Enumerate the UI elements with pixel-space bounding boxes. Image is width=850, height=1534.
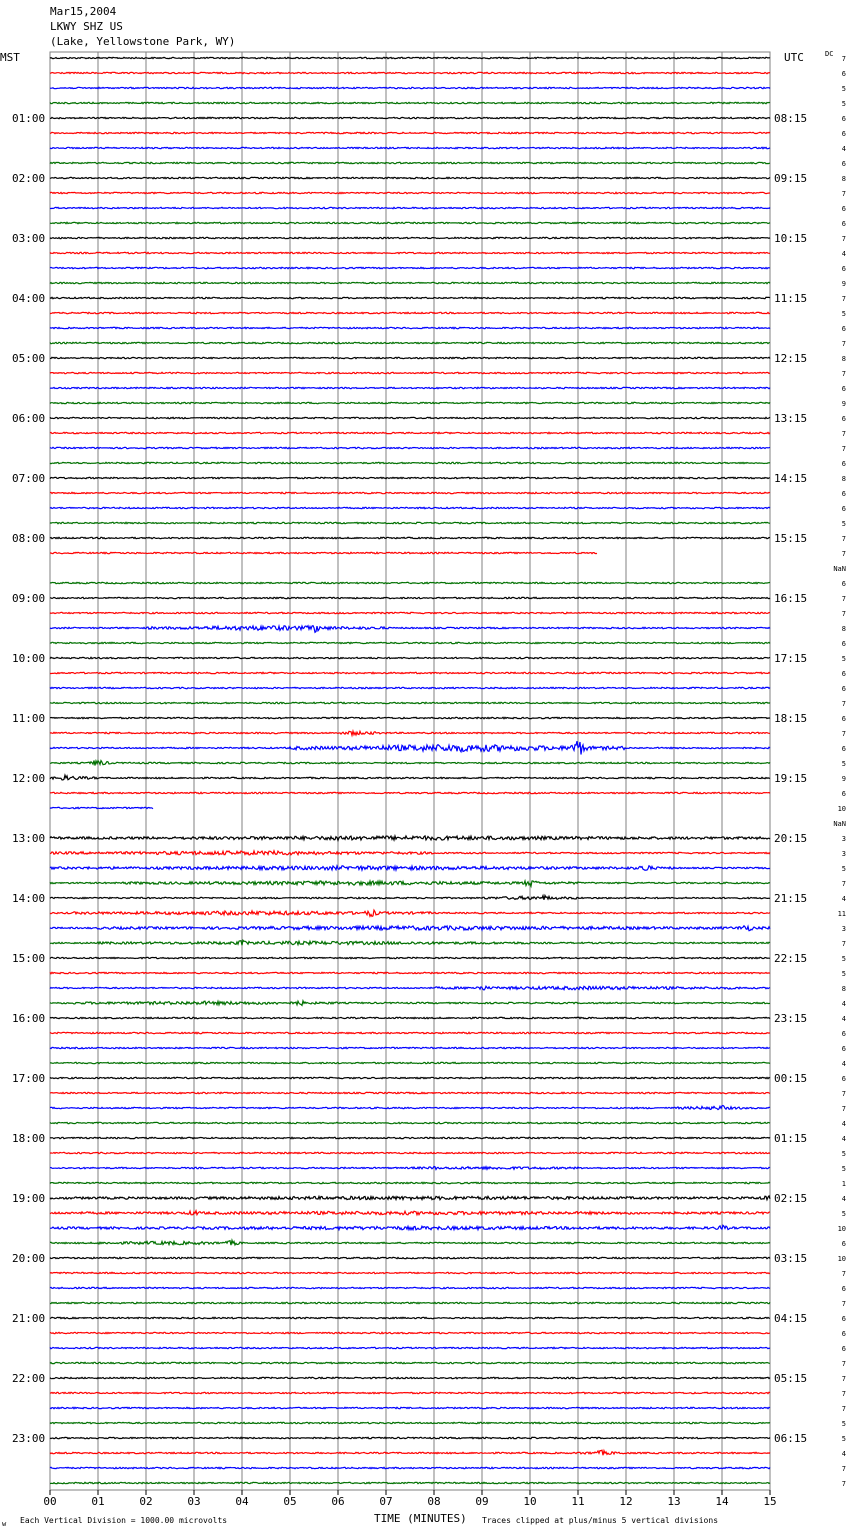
trace-scale-value: 4	[841, 895, 846, 903]
trace-line	[50, 312, 770, 313]
trace-scale-value: 4	[841, 1450, 846, 1458]
trace-scale-value: 7	[841, 1465, 846, 1473]
trace-line	[50, 896, 770, 900]
division-note: Each Vertical Division = 1000.00 microvolts	[20, 1516, 228, 1525]
trace-scale-value: 8	[841, 175, 846, 183]
trace-scale-value: 7	[841, 55, 846, 63]
trace-line	[50, 1047, 770, 1048]
x-tick-label: 07	[379, 1495, 393, 1508]
trace-scale-value: 7	[841, 190, 846, 198]
trace-scale-value: 5	[841, 1420, 846, 1428]
trace-scale-value: 5	[841, 1165, 846, 1173]
trace-scale-value: 6	[841, 115, 846, 123]
x-tick-label: 13	[667, 1495, 681, 1508]
trace-line	[50, 1302, 770, 1303]
trace-line	[50, 761, 770, 766]
mst-hour-label: 10:00	[12, 652, 46, 665]
trace-scale-value: 10	[837, 1255, 846, 1263]
mst-hour-label: 23:00	[12, 1432, 46, 1445]
chart-station: LKWY SHZ US	[50, 20, 123, 33]
utc-hour-label: 06:15	[774, 1432, 808, 1445]
x-tick-label: 10	[523, 1495, 537, 1508]
trace-scale-value: 7	[841, 1405, 846, 1413]
trace-line	[50, 147, 770, 148]
trace-scale-value: 5	[841, 760, 846, 768]
trace-scale-value: 5	[841, 955, 846, 963]
trace-line	[50, 267, 770, 268]
trace-line	[50, 687, 770, 688]
trace-scale-value: 7	[841, 340, 846, 348]
trace-line	[50, 327, 770, 328]
trace-line	[50, 910, 770, 916]
trace-scale-value: 6	[841, 640, 846, 648]
trace-line	[50, 986, 770, 990]
trace-line	[50, 357, 770, 358]
trace-scale-value: 9	[841, 280, 846, 288]
trace-line	[50, 702, 770, 703]
trace-line	[50, 1106, 770, 1110]
trace-scale-value: 6	[841, 1330, 846, 1338]
trace-line	[50, 1225, 770, 1229]
mst-hour-label: 09:00	[12, 592, 46, 605]
trace-scale-value: 4	[841, 1000, 846, 1008]
trace-scale-value: 10	[837, 805, 846, 813]
trace-line	[50, 1196, 770, 1200]
trace-scale-value: 8	[841, 625, 846, 633]
x-tick-label: 01	[91, 1495, 105, 1508]
trace-line	[50, 102, 770, 103]
trace-line	[50, 1482, 770, 1483]
trace-line	[50, 1077, 770, 1078]
x-tick-label: 15	[763, 1495, 777, 1508]
trace-line	[50, 717, 770, 718]
trace-line	[50, 1017, 770, 1018]
trace-line	[50, 1317, 770, 1318]
clip-note: Traces clipped at plus/minus 5 vertical divisions	[482, 1516, 719, 1525]
trace-line	[50, 552, 597, 553]
utc-hour-label: 02:15	[774, 1192, 808, 1205]
trace-scale-value: 4	[841, 1060, 846, 1068]
trace-line	[50, 1362, 770, 1363]
trace-scale-value: 7	[841, 550, 846, 558]
trace-scale-value: 6	[841, 505, 846, 513]
trace-line	[50, 1347, 770, 1348]
trace-line	[50, 387, 770, 388]
utc-hour-label: 23:15	[774, 1012, 808, 1025]
trace-line	[50, 192, 770, 193]
trace-line	[50, 297, 770, 298]
x-tick-label: 02	[139, 1495, 153, 1508]
trace-line	[50, 792, 770, 793]
trace-scale-value: 7	[841, 940, 846, 948]
trace-line	[50, 1001, 770, 1006]
mst-hour-label: 22:00	[12, 1372, 46, 1385]
x-tick-label: 06	[331, 1495, 345, 1508]
trace-scale-value: 6	[841, 1075, 846, 1083]
trace-scale-value: 6	[841, 745, 846, 753]
utc-hour-label: 14:15	[774, 472, 808, 485]
trace-line	[50, 162, 770, 163]
trace-scale-value: 7	[841, 295, 846, 303]
trace-scale-value: 7	[841, 1360, 846, 1368]
trace-scale-value: 6	[841, 160, 846, 168]
trace-line	[50, 1122, 770, 1123]
trace-line	[50, 207, 770, 208]
utc-hour-label: 12:15	[774, 352, 808, 365]
trace-line	[50, 72, 770, 73]
mst-hour-label: 02:00	[12, 172, 46, 185]
trace-scale-value: 7	[841, 1480, 846, 1488]
trace-scale-value: 6	[841, 130, 846, 138]
mst-hour-label: 04:00	[12, 292, 46, 305]
utc-hour-label: 08:15	[774, 112, 808, 125]
trace-line	[50, 432, 770, 433]
mst-hour-label: 06:00	[12, 412, 46, 425]
trace-line	[50, 1182, 770, 1183]
trace-scale-value: 7	[841, 430, 846, 438]
trace-line	[50, 1137, 770, 1138]
utc-hour-label: 04:15	[774, 1312, 808, 1325]
trace-line	[50, 836, 770, 841]
utc-hour-label: 16:15	[774, 592, 808, 605]
trace-scale-value: 6	[841, 460, 846, 468]
trace-scale-value: 7	[841, 730, 846, 738]
trace-scale-value: 7	[841, 880, 846, 888]
trace-line	[50, 1062, 770, 1063]
trace-scale-value: 3	[841, 835, 846, 843]
trace-scale-value: 4	[841, 1120, 846, 1128]
trace-scale-value: 6	[841, 325, 846, 333]
trace-scale-value: 6	[841, 415, 846, 423]
trace-line	[50, 1211, 770, 1215]
trace-scale-value: 8	[841, 355, 846, 363]
trace-scale-value: 8	[841, 475, 846, 483]
trace-line	[50, 926, 770, 931]
trace-scale-value: NaN	[833, 565, 846, 573]
trace-scale-value: 5	[841, 1210, 846, 1218]
trace-line	[50, 522, 770, 523]
trace-line	[50, 626, 770, 633]
trace-scale-value: 4	[841, 1135, 846, 1143]
utc-hour-label: 03:15	[774, 1252, 808, 1265]
trace-line	[50, 582, 770, 583]
trace-line	[50, 252, 770, 253]
trace-line	[50, 222, 770, 223]
trace-scale-value: 5	[841, 1150, 846, 1158]
x-tick-label: 09	[475, 1495, 489, 1508]
mst-hour-label: 14:00	[12, 892, 46, 905]
trace-scale-value: 7	[841, 1090, 846, 1098]
trace-scale-value: 5	[841, 310, 846, 318]
trace-line	[50, 1467, 770, 1468]
trace-scale-value: 5	[841, 865, 846, 873]
trace-line	[50, 132, 770, 133]
x-tick-label: 00	[43, 1495, 57, 1508]
trace-scale-value: 6	[841, 1345, 846, 1353]
utc-hour-label: 22:15	[774, 952, 808, 965]
trace-scale-value: 5	[841, 655, 846, 663]
trace-scale-value: 5	[841, 100, 846, 108]
trace-line	[50, 1152, 770, 1153]
trace-line	[50, 177, 770, 178]
trace-scale-value: NaN	[833, 820, 846, 828]
utc-hour-label: 00:15	[774, 1072, 808, 1085]
trace-line	[50, 1332, 770, 1333]
utc-hour-label: 19:15	[774, 772, 808, 785]
trace-line	[50, 642, 770, 643]
trace-line	[50, 117, 770, 118]
trace-line	[50, 1032, 770, 1033]
trace-line	[50, 672, 770, 673]
mst-hour-label: 15:00	[12, 952, 46, 965]
trace-scale-value: 5	[841, 970, 846, 978]
trace-line	[50, 417, 770, 418]
trace-scale-value: 7	[841, 610, 846, 618]
utc-hour-label: 13:15	[774, 412, 808, 425]
trace-scale-value: 5	[841, 85, 846, 93]
trace-scale-value: 6	[841, 385, 846, 393]
utc-hour-label: 15:15	[774, 532, 808, 545]
trace-scale-value: 6	[841, 205, 846, 213]
trace-scale-value: 6	[841, 490, 846, 498]
mst-hour-label: 16:00	[12, 1012, 46, 1025]
mst-hour-label: 11:00	[12, 712, 46, 725]
trace-scale-value: 6	[841, 70, 846, 78]
dc-label: DC	[825, 50, 834, 58]
trace-scale-value: 5	[841, 520, 846, 528]
trace-line	[50, 731, 770, 735]
trace-line	[50, 87, 770, 88]
trace-line	[50, 957, 770, 958]
x-tick-label: 11	[571, 1495, 585, 1508]
mst-hour-label: 03:00	[12, 232, 46, 245]
trace-scale-value: 7	[841, 1105, 846, 1113]
trace-scale-value: 9	[841, 775, 846, 783]
mst-hour-label: 13:00	[12, 832, 46, 845]
trace-line	[50, 612, 770, 613]
trace-line	[50, 342, 770, 343]
trace-scale-value: 7	[841, 1390, 846, 1398]
trace-scale-value: 6	[841, 265, 846, 273]
mst-hour-label: 19:00	[12, 1192, 46, 1205]
trace-scale-value: 1	[841, 1180, 846, 1188]
mst-hour-label: 17:00	[12, 1072, 46, 1085]
trace-scale-value: 7	[841, 1375, 846, 1383]
trace-scale-value: 7	[841, 1300, 846, 1308]
trace-line	[50, 881, 770, 886]
trace-scale-value: 6	[841, 670, 846, 678]
trace-line	[50, 1272, 770, 1273]
trace-scale-value: 11	[837, 910, 846, 918]
trace-line	[50, 447, 770, 448]
trace-scale-value: 4	[841, 1195, 846, 1203]
trace-scale-value: 7	[841, 1270, 846, 1278]
corner-mark: w	[2, 1520, 7, 1528]
utc-hour-label: 09:15	[774, 172, 808, 185]
trace-scale-value: 5	[841, 1435, 846, 1443]
trace-scale-value: 4	[841, 250, 846, 258]
trace-line	[50, 237, 770, 238]
x-tick-label: 12	[619, 1495, 633, 1508]
mst-hour-label: 01:00	[12, 112, 46, 125]
trace-line	[50, 1287, 770, 1288]
trace-line	[50, 1257, 770, 1258]
trace-scale-value: 4	[841, 145, 846, 153]
utc-hour-label: 21:15	[774, 892, 808, 905]
trace-line	[50, 775, 770, 780]
trace-line	[50, 972, 770, 973]
trace-line	[50, 851, 770, 855]
mst-hour-label: 18:00	[12, 1132, 46, 1145]
utc-hour-label: 01:15	[774, 1132, 808, 1145]
trace-scale-value: 7	[841, 445, 846, 453]
utc-hour-label: 18:15	[774, 712, 808, 725]
utc-hour-label: 05:15	[774, 1372, 808, 1385]
trace-line	[50, 462, 770, 463]
trace-line	[50, 1437, 770, 1438]
trace-scale-value: 4	[841, 1015, 846, 1023]
chart-date: Mar15,2004	[50, 5, 117, 18]
utc-hour-label: 10:15	[774, 232, 808, 245]
trace-line	[50, 1392, 770, 1393]
trace-scale-value: 6	[841, 715, 846, 723]
trace-line	[50, 1407, 770, 1408]
trace-scale-value: 6	[841, 220, 846, 228]
trace-line	[50, 1240, 770, 1245]
trace-scale-value: 7	[841, 595, 846, 603]
trace-line	[50, 1450, 770, 1455]
x-tick-label: 05	[283, 1495, 297, 1508]
trace-line	[50, 282, 770, 283]
mst-hour-label: 20:00	[12, 1252, 46, 1265]
trace-scale-value: 6	[841, 1045, 846, 1053]
utc-hour-label: 20:15	[774, 832, 808, 845]
trace-scale-value: 6	[841, 580, 846, 588]
mst-hour-label: 05:00	[12, 352, 46, 365]
trace-scale-value: 6	[841, 1240, 846, 1248]
trace-line	[50, 597, 770, 598]
trace-scale-value: 8	[841, 985, 846, 993]
trace-scale-value: 7	[841, 235, 846, 243]
x-axis-label: TIME (MINUTES)	[374, 1512, 467, 1525]
trace-scale-value: 7	[841, 535, 846, 543]
mst-zone-label: MST	[0, 51, 20, 64]
trace-line	[50, 402, 770, 403]
trace-line	[50, 657, 770, 658]
trace-line	[50, 1092, 770, 1093]
trace-line	[50, 372, 770, 373]
chart-location: (Lake, Yellowstone Park, WY)	[50, 35, 236, 48]
trace-scale-value: 7	[841, 370, 846, 378]
x-tick-label: 14	[715, 1495, 729, 1508]
mst-hour-label: 08:00	[12, 532, 46, 545]
x-tick-label: 08	[427, 1495, 441, 1508]
mst-hour-label: 21:00	[12, 1312, 46, 1325]
mst-hour-label: 12:00	[12, 772, 46, 785]
trace-line	[50, 1377, 770, 1378]
trace-line	[50, 477, 770, 478]
mst-hour-label: 07:00	[12, 472, 46, 485]
trace-line	[50, 807, 153, 808]
utc-hour-label: 11:15	[774, 292, 808, 305]
trace-scale-value: 3	[841, 850, 846, 858]
x-tick-label: 03	[187, 1495, 201, 1508]
trace-line	[50, 507, 770, 508]
trace-scale-value: 6	[841, 1285, 846, 1293]
trace-line	[50, 492, 770, 493]
trace-scale-value: 6	[841, 1030, 846, 1038]
utc-hour-label: 17:15	[774, 652, 808, 665]
utc-zone-label: UTC	[784, 51, 804, 64]
trace-scale-value: 6	[841, 685, 846, 693]
trace-scale-value: 10	[837, 1225, 846, 1233]
trace-line	[50, 866, 770, 870]
trace-line	[50, 741, 770, 754]
trace-scale-value: 7	[841, 700, 846, 708]
trace-line	[50, 537, 770, 538]
trace-line	[50, 1422, 770, 1423]
trace-line	[50, 940, 770, 945]
trace-line	[50, 1167, 770, 1170]
trace-scale-value: 9	[841, 400, 846, 408]
trace-scale-value: 6	[841, 790, 846, 798]
x-tick-label: 04	[235, 1495, 249, 1508]
trace-scale-value: 6	[841, 1315, 846, 1323]
trace-line	[50, 57, 770, 58]
trace-scale-value: 3	[841, 925, 846, 933]
